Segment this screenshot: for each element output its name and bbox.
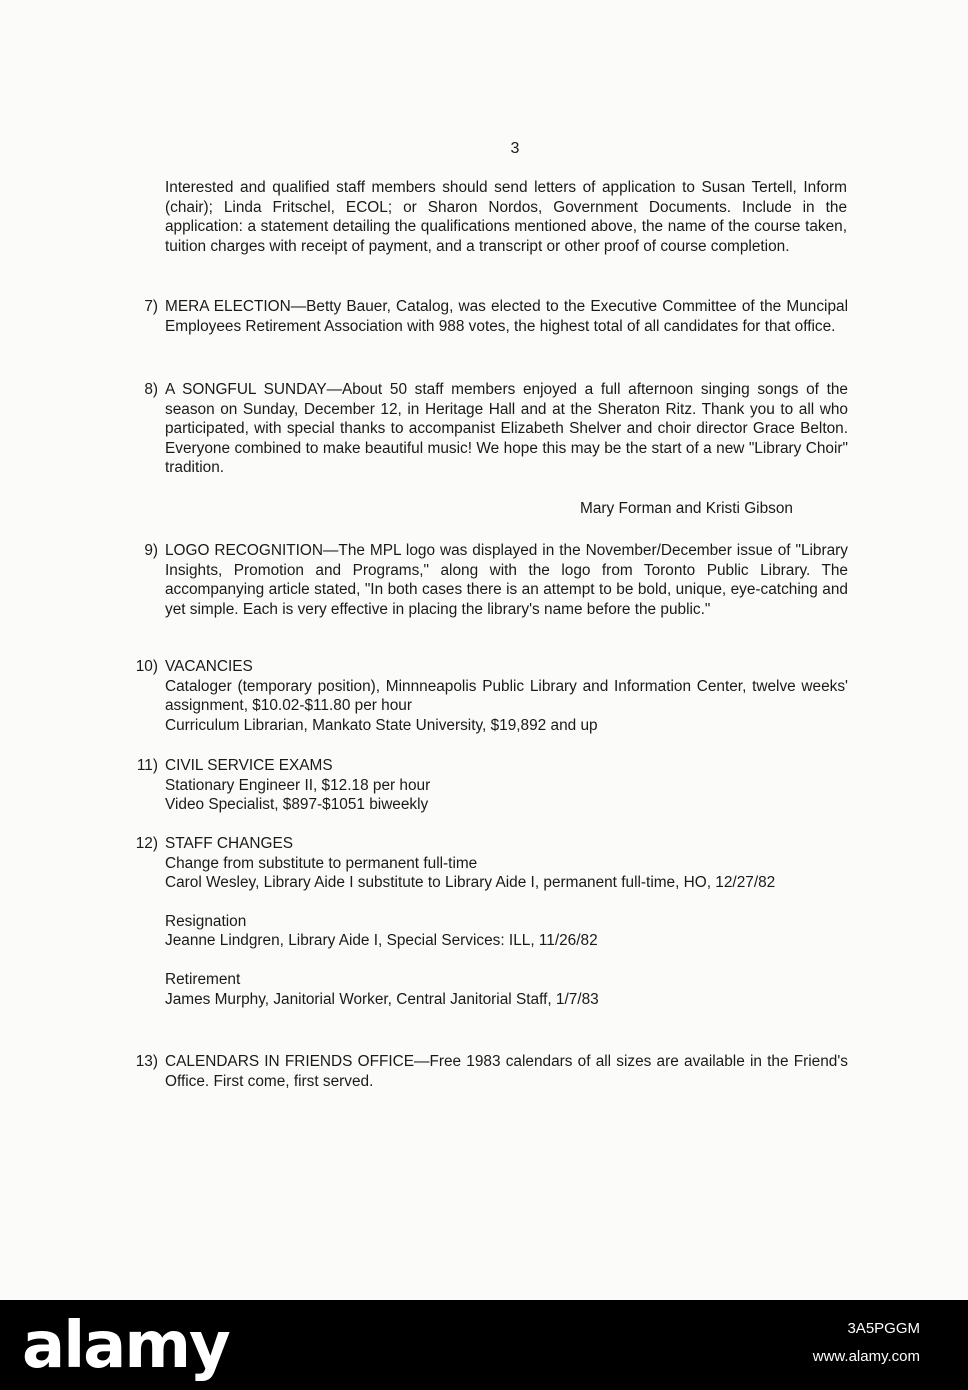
item-text: MERA ELECTION—Betty Bauer, Catalog, was elected to the Executive Committee of the Muncipal Employees Retirement Association with 988 votes, the highest total of all candidates for that office. <box>165 298 848 335</box>
item-text: CALENDARS IN FRIENDS OFFICE—Free 1983 calendars of all sizes are available in the Friend's Office. First come, first served. <box>165 1053 848 1090</box>
list-item-12 <box>118 834 848 1009</box>
item-number: 11) <box>136 757 158 774</box>
subheading: Change from substitute to permanent full-time <box>165 854 478 872</box>
subheading: Retirement <box>165 970 241 988</box>
list-item-8 <box>118 380 848 478</box>
item-heading: STAFF CHANGES <box>165 835 293 852</box>
item-text: A SONGFUL SUNDAY—About 50 staff members enjoyed a full afternoon singing songs of the season on Sunday, December 12, in Heritage Hall and at the Sheraton Ritz. Thank you to all who participated, with special thanks to accompanist Elizabeth Shelver and choir director Grace Belton. Everyone combined to make beautiful music! We hope this may be the start of a new "Library Choir" tradition. <box>165 381 848 477</box>
vacancy-entry: Curriculum Librarian, Mankato State University, $19,892 and up <box>165 716 598 734</box>
item-number: 7) <box>144 298 158 315</box>
item-text: LOGO RECOGNITION—The MPL logo was displayed in the November/December issue of "Library Insights, Promotion and Programs," along with the logo from Toronto Public Library. The accompanying article stated, "In both cases there is an attempt to be bold, unique, eye-catching and yet simple. Each is very effective in placing the library's name before the public." <box>165 542 848 618</box>
staff-entry: Carol Wesley, Library Aide I substitute to Library Aide I, permanent full-time, HO, 12/27/82 <box>165 874 776 892</box>
item-number: 9) <box>144 542 158 559</box>
item-heading: CIVIL SERVICE EXAMS <box>165 757 333 774</box>
staff-entry: Jeanne Lindgren, Library Aide I, Special Services: ILL, 11/26/82 <box>165 932 598 950</box>
item-number: 13) <box>135 1053 158 1070</box>
item-heading: VACANCIES <box>165 658 253 675</box>
subheading: Resignation <box>165 912 247 930</box>
list-item-7 <box>118 297 848 336</box>
item-number: 8) <box>144 381 158 398</box>
alamy-logo: alamy <box>22 1309 229 1383</box>
list-item-10 <box>118 657 848 735</box>
item-number: 12) <box>135 835 158 852</box>
staff-entry: James Murphy, Janitorial Worker, Central Janitorial Staff, 1/7/83 <box>165 990 599 1008</box>
exam-entry: Stationary Engineer II, $12.18 per hour <box>165 776 431 794</box>
signature: Mary Forman and Kristi Gibson <box>580 500 793 517</box>
item-number: 10) <box>135 658 158 675</box>
list-item-13 <box>118 1052 848 1091</box>
list-item-11 <box>118 756 848 815</box>
exam-entry: Video Specialist, $897-$1051 biweekly <box>165 796 429 814</box>
stock-footer-banner <box>0 1300 968 1390</box>
list-item-9 <box>118 541 848 619</box>
vacancy-entry: Cataloger (temporary position), Minnneapolis Public Library and Information Center, twelve weeks' assignment, $10.02-$11.80 per hour <box>165 677 848 715</box>
image-id: 3A5PGGM <box>847 1320 920 1337</box>
page-number: 3 <box>510 140 520 157</box>
intro-paragraph: Interested and qualified staff members should send letters of application to Susan Tertell, Inform (chair); Linda Fritschel, ECOL; or Sharon Nordos, Government Documents. Include in the application: a statement detailing the qualifications mentioned above, the name of the course taken, tuition charges with receipt of payment, and a transcript or other proof of course completion. <box>165 179 847 255</box>
site-url: www.alamy.com <box>812 1348 920 1365</box>
